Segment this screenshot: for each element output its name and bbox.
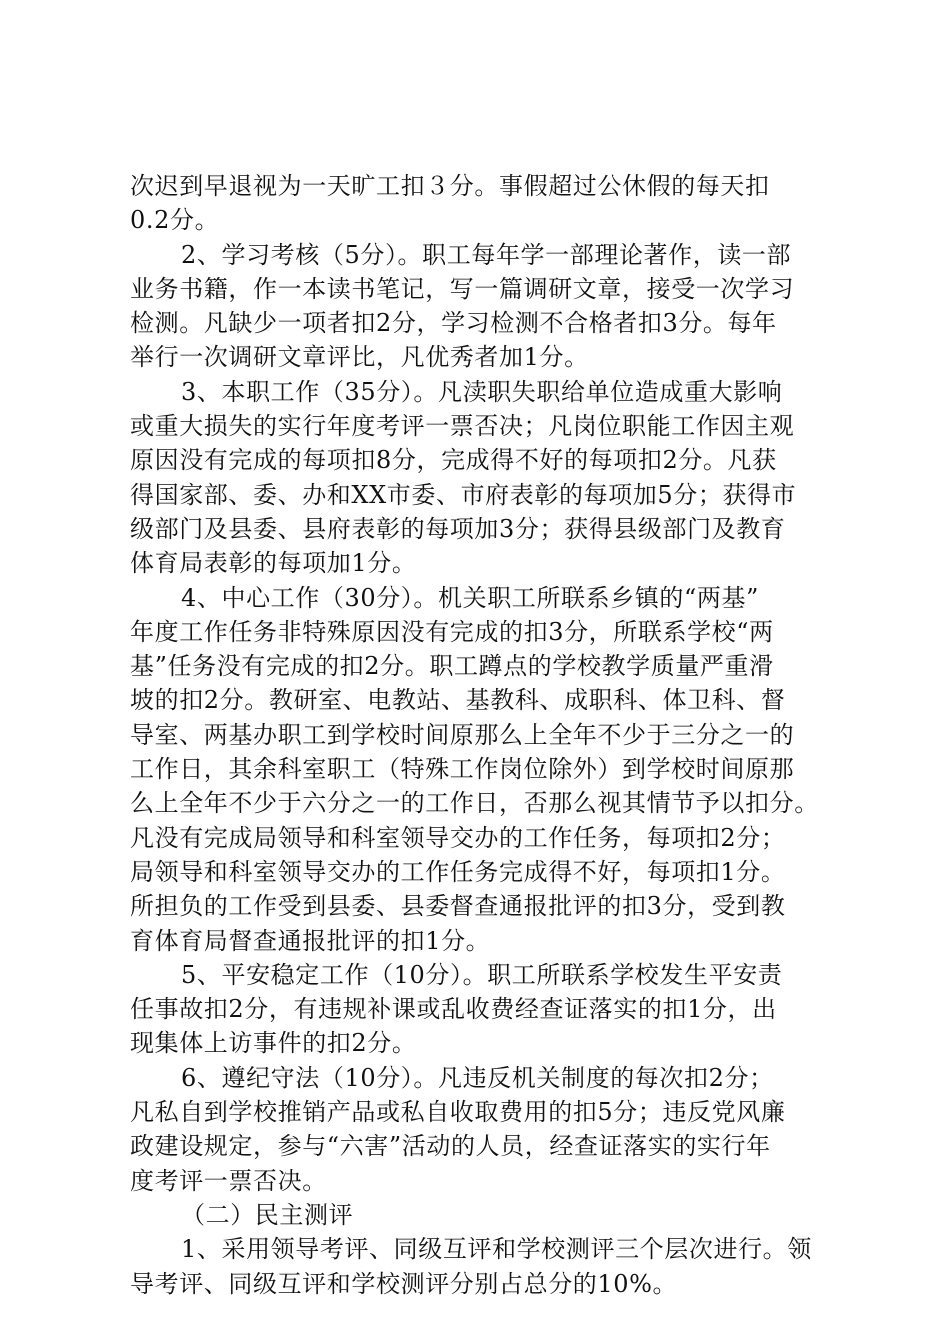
text-line: 导考评、同级互评和学校测评分别占总分的10%。: [130, 1269, 678, 1298]
text-line: 政建设规定，参与“六害”活动的人员，经查证落实的实行年: [130, 1132, 771, 1161]
text-line: 度考评一票否决。: [130, 1166, 327, 1195]
text-line: 5、平安稳定工作（10分）。职工所联系学校发生平安责: [181, 960, 783, 989]
text-line: 业务书籍，作一本读书笔记，写一篇调研文章，接受一次学习: [130, 274, 795, 303]
text-line: 么上全年不少于六分之一的工作日，否那么视其情节予以扣分。: [130, 789, 819, 818]
text-line: 基”任务没有完成的扣2分。职工蹲点的学校教学质量严重滑: [130, 652, 774, 681]
text-line: 检测。凡缺少一项者扣2分，学习检测不合格者扣3分。每年: [130, 309, 777, 338]
text-line: 育体育局督查通报批评的扣1分。: [130, 926, 491, 955]
text-line: 0.2分。: [130, 206, 220, 235]
text-line: 工作日，其余科室职工（特殊工作岗位除外）到学校时间原那: [130, 755, 795, 784]
document-body: [130, 169, 820, 1301]
text-line: 举行一次调研文章评比，凡优秀者加1分。: [130, 343, 589, 372]
text-line: 得国家部、委、办和XX市委、市府表彰的每项加5分；获得市: [130, 480, 797, 509]
text-line: 现集体上访事件的扣2分。: [130, 1029, 417, 1058]
text-line: 导室、两基办职工到学校时间原那么上全年不少于三分之一的: [130, 720, 795, 749]
text-line: 体育局表彰的每项加1分。: [130, 549, 417, 578]
text-line: 凡私自到学校推销产品或私自收取费用的扣5分；违反党风廉: [130, 1098, 786, 1127]
text-line: 级部门及县委、县府表彰的每项加3分；获得县级部门及教育: [130, 514, 786, 543]
text-line: 1、采用领导考评、同级互评和学校测评三个层次进行。领: [181, 1235, 812, 1264]
text-line: 坡的扣2分。教研室、电教站、基教科、成职科、体卫科、督: [130, 686, 786, 715]
text-line: 任事故扣2分，有违规补课或乱收费经查证落实的扣1分，出: [130, 995, 777, 1024]
text-line: 局领导和科室领导交办的工作任务完成得不好，每项扣1分。: [130, 857, 786, 886]
text-line: 凡没有完成局领导和科室领导交办的工作任务，每项扣2分；: [130, 823, 786, 852]
text-line: 6、遵纪守法（10分）。凡违反机关制度的每次扣2分；: [181, 1063, 774, 1092]
text-line: 所担负的工作受到县委、县委督查通报批评的扣3分，受到教: [130, 892, 786, 921]
text-line: 次迟到早退视为一天旷工扣３分。事假超过公休假的每天扣: [130, 172, 770, 200]
text-line: 年度工作任务非特殊原因没有完成的扣3分，所联系学校“两: [130, 617, 774, 646]
text-line: 4、中心工作（30分）。机关职工所联系乡镇的“两基”: [181, 583, 759, 612]
text-line: 2、学习考核（5分）。职工每年学一部理论著作，读一部: [181, 240, 792, 269]
section-heading: （二）民主测评: [181, 1200, 354, 1229]
text-line: 原因没有完成的每项扣8分，完成得不好的每项扣2分。凡获: [130, 446, 777, 475]
text-line: 3、本职工作（35分）。凡渎职失职给单位造成重大影响: [181, 377, 783, 406]
text-line: 或重大损失的实行年度考评一票否决；凡岗位职能工作因主观: [130, 412, 795, 441]
